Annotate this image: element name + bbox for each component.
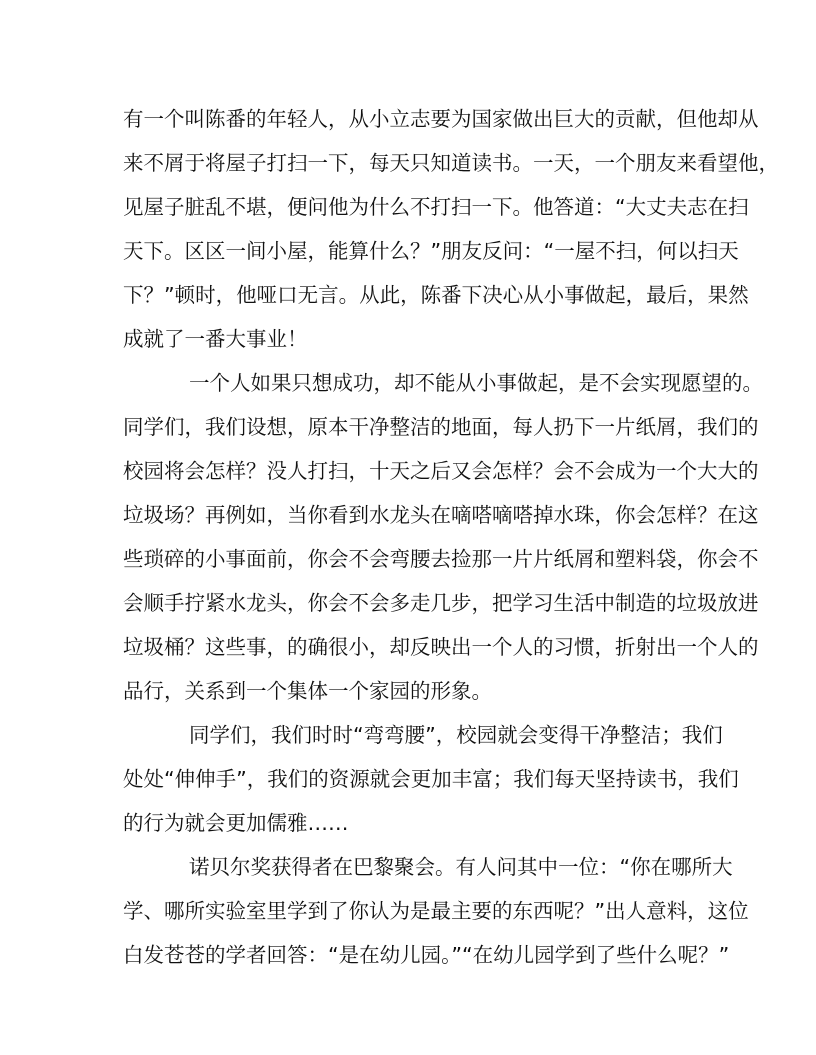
text-line: 品行，关系到一个集体一个家园的形象。 [123, 679, 492, 703]
text-line: 天下。区区一间小屋，能算什么？”朋友反问：“一屋不扫，何以扫天 [123, 239, 739, 263]
text-line: 会顺手拧紧水龙头，你会不会多走几步，把学习生活中制造的垃圾放进 [123, 591, 759, 615]
text-line: 处处“伸伸手”，我们的资源就会更加丰富；我们每天坚持读书，我们 [123, 767, 739, 791]
text-line: 垃圾场？再例如，当你看到水龙头在嘀嗒嘀嗒掉水珠，你会怎样？在这 [123, 503, 759, 527]
text-line: 同学们，我们设想，原本干净整洁的地面，每人扔下一片纸屑，我们的 [123, 415, 759, 439]
text-line: 的行为就会更加儒雅…… [123, 811, 349, 835]
text-line: 来不屑于将屋子打扫一下，每天只知道读书。一天，一个朋友来看望他， [123, 151, 779, 175]
text-line: 校园将会怎样？没人打扫，十天之后又会怎样？会不会成为一个大大的 [123, 459, 759, 483]
text-line: 下？”顿时，他哑口无言。从此，陈番下决心从小事做起，最后，果然 [123, 283, 749, 307]
text-line: 一个人如果只想成功，却不能从小事做起，是不会实现愿望的。 [189, 371, 763, 395]
text-line: 有一个叫陈番的年轻人，从小立志要为国家做出巨大的贡献，但他却从 [123, 107, 759, 131]
text-line: 些琐碎的小事面前，你会不会弯腰去捡那一片片纸屑和塑料袋，你会不 [123, 547, 759, 571]
text-line: 成就了一番大事业！ [123, 327, 308, 351]
text-line: 垃圾桶？这些事，的确很小，却反映出一个人的习惯，折射出一个人的 [123, 635, 759, 659]
text-line: 见屋子脏乱不堪，便问他为什么不打扫一下。他答道：“大丈夫志在扫 [123, 195, 749, 219]
text-line: 白发苍苍的学者回答：“是在幼儿园。”“在幼儿园学到了些什么呢？” [123, 943, 730, 967]
text-line: 同学们，我们时时“弯弯腰”，校园就会变得干净整洁；我们 [189, 723, 723, 747]
text-line: 学、哪所实验室里学到了你认为是最主要的东西呢？”出人意料，这位 [123, 899, 749, 923]
text-line: 诺贝尔奖获得者在巴黎聚会。有人问其中一位：“你在哪所大 [189, 855, 733, 879]
